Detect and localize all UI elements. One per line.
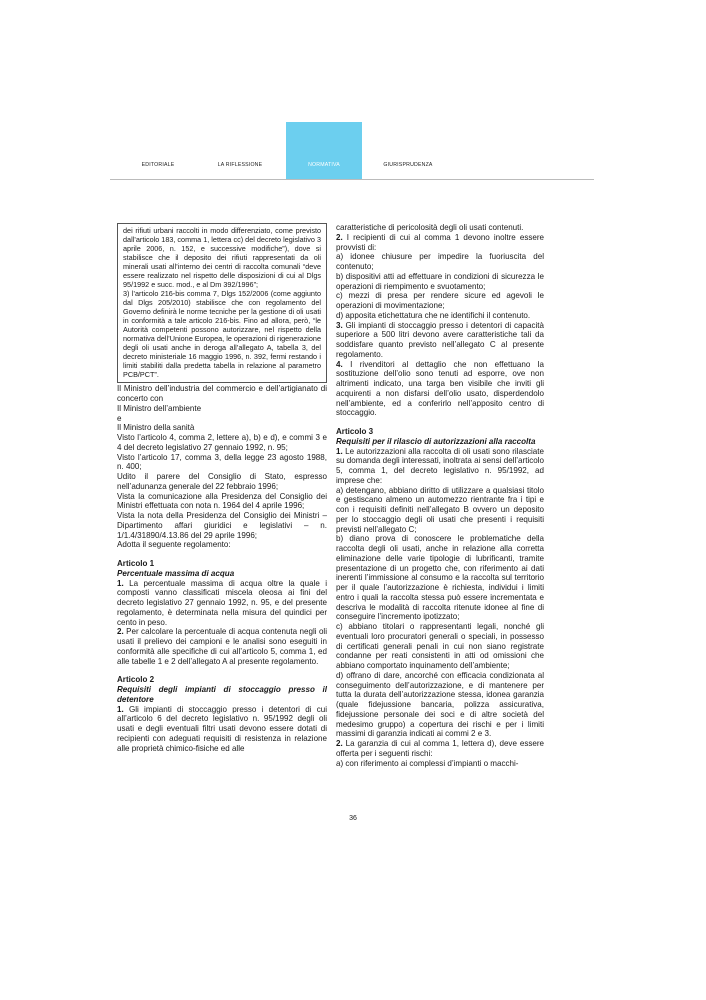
right-column — [336, 223, 544, 768]
list-item: b) dispositivi atti ad effettuare in condizioni di sicurezza le operazioni di riempimento e svuotamento; — [336, 271, 544, 291]
page-number: 36 — [349, 815, 357, 822]
left-column — [117, 223, 327, 753]
article-paragraph — [336, 360, 544, 419]
article-subheading: Requisiti per il rilascio di autorizzazioni alla raccolta — [336, 436, 536, 446]
paragraph-number: 1. — [117, 704, 124, 714]
paragraph-number: 2. — [336, 739, 343, 748]
list-item: c) abbiano titolari o rappresentanti legali, nonché gli eventuali loro procuratori generali o speciali, in possesso di certificati generali penali in cui non siano registrate condanne per reati consistenti in atti od omissioni che abbiano comportato inquinamento dell’ambiente; — [336, 622, 544, 670]
preamble-line: Vista la comunicazione alla Presidenza del Consiglio dei Ministri effettuata con nota n. 1964 del 4 aprile 1996; — [117, 491, 327, 511]
article-paragraph — [117, 705, 327, 754]
tab-editoriale[interactable]: EDITORIALE — [141, 162, 175, 168]
paragraph-number: 3. — [336, 320, 343, 330]
article-paragraph — [117, 579, 327, 628]
article-heading: Articolo 3 — [336, 427, 374, 436]
article-heading: Articolo 1 — [117, 559, 155, 569]
preamble-line: Udito il parere del Consiglio di Stato, espresso nell’adunanza generale del 22 febbraio 1996; — [117, 472, 327, 491]
note-box-paragraph: dei rifiuti urbani raccolti in modo differenziato, come previsto dall’articolo 183, comma 1, lettera cc) del decreto legislativo 3 aprile 2006, n. 152, e successive modifiche”), dove si stabilisce che il deposito dei rifiuti rappresentati da oli minerali usati all’interno dei centri di raccolta comunali “deve essere realizzato nel rispetto delle disposizioni di cui al Dlgs 95/1992 e succ. mod., e al Dm 392/1996”; — [123, 226, 321, 290]
list-item: a) con riferimento ai complessi d’impianti o macchi- — [336, 758, 519, 768]
preamble-line: Adotta il seguente regolamento: — [117, 540, 231, 550]
article-paragraph — [117, 627, 327, 666]
tab-giurisprudenza[interactable]: GIURISPRUDENZA — [383, 162, 433, 168]
paragraph-text: Le autorizzazioni alla raccolta di oli usati sono rilasciate su domanda degli interessati, inoltrata ai sensi dell’articolo 5, comma 1, del decreto legislativo n. 95/1992, ad imprese che: — [336, 446, 544, 485]
preamble-line: Visto l’articolo 4, comma 2, lettere a), b) e d), e commi 3 e 4 del decreto legislativo 27 gennaio 1992, n. 95; — [117, 433, 327, 452]
article-paragraph — [336, 321, 544, 360]
preamble-line: Il Ministro dell’ambiente — [117, 403, 202, 413]
paragraph-text: I recipienti di cui al comma 1 devono inoltre essere provvisti di: — [336, 232, 544, 252]
article-paragraph — [336, 233, 544, 253]
article-paragraph — [336, 739, 544, 759]
list-item: b) diano prova di conoscere le problematiche della raccolta degli oli usati, anche in relazione alla corretta eliminazione delle varie tipologie di lubrificanti, tramite presentazione di un progetto che, con riferimento ai dati inerenti l’immissione al consumo e la raccolta sul territorio per il quale l’autorizzazione è richiesta, individui i limiti entro i quali la raccolta stessa può essere incrementata e descriva le modalità di raccolta ritenute idonee al fine di conseguire l’incremento ipotizzato; — [336, 534, 544, 622]
paragraph-number: 2. — [336, 232, 343, 242]
paragraph-text: La percentuale massima di acqua oltre la quale i composti vanno classificati miscela oleosa ai fini del decreto legislativo 27 gennaio 1992, n. 95, e del presente regolamento, è determinata nella misura del quindici per cento in peso. — [117, 578, 327, 627]
article-heading: Articolo 2 — [117, 675, 155, 685]
note-box — [117, 223, 327, 383]
preamble-line: e — [117, 413, 122, 423]
paragraph-number: 1. — [336, 446, 343, 456]
paragraph-text: Gli impianti di stoccaggio presso i detentori di cui all’articolo 6 del decreto legislativo n. 95/1992 degli oli usati e degli eventuali filtri usati devono essere dotati di recipienti con adeguati requisiti di resistenza in relazione alle proprietà chimico-fisiche ed alle — [117, 704, 327, 753]
list-item: c) mezzi di presa per rendere sicure ed agevoli le operazioni di movimentazione; — [336, 291, 544, 310]
paragraph-text: La garanzia di cui al comma 1, lettera d), deve essere offerta per i seguenti rischi: — [336, 739, 544, 758]
list-item: a) idonee chiusure per impedire la fuoriuscita del contenuto; — [336, 252, 544, 271]
article-paragraph — [336, 447, 544, 486]
preamble-line: Il Ministro dell’industria del commercio e dell’artigianato di concerto con — [117, 384, 327, 404]
list-item: a) detengano, abbiano diritto di utilizzare a qualsiasi titolo e gestiscano almeno un automezzo rientrante fra i tipi e con i requisiti definiti nell’allegato B ovvero un deposito per lo stoccaggio degli oli usati che presenti i requisiti previsti nell’allegato C; — [336, 485, 544, 534]
tab-la-riflessione[interactable]: LA RIFLESSIONE — [217, 162, 263, 168]
preamble-line: Vista la nota della Presidenza del Consiglio dei Ministri – Dipartimento affari giuridici e legislativi – n. 1/1.4/31890/4.13.86 del 29 aprile 1996; — [117, 511, 327, 540]
preamble-line: Visto l’articolo 17, comma 3, della legge 23 agosto 1988, n. 400; — [117, 452, 327, 472]
paragraph-number: 4. — [336, 359, 343, 369]
article-subheading: Percentuale massima di acqua — [117, 568, 235, 578]
tab-normativa[interactable]: NORMATIVA — [286, 122, 362, 180]
article-subheading: Requisiti degli impianti di stoccaggio presso il detentore — [117, 685, 327, 704]
note-box-paragraph: 3) l’articolo 216-bis comma 7, Dlgs 152/2006 (come aggiunto dal Dlgs 205/2010) stabilisce che con regolamento del Governo definirà le norme tecniche per la gestione di oli usati in conformità a tale articolo 216-bis. Fino ad allora, però, “le Autorità competenti possono autorizzare, nel rispetto della normativa dell’Unione Europea, le operazioni di rigenerazione degli oli usati anche in deroga all’allegato A, tabella 3, del decreto ministeriale 16 maggio 1996, n. 392, fermi restando i limiti stabiliti dalla predetta tabella in relazione al parametro PCB/PCT”. — [123, 289, 321, 380]
paragraph-number: 2. — [117, 627, 124, 637]
preamble-line: Il Ministro della sanità — [117, 423, 195, 433]
list-item: d) apposita etichettatura che ne identifichi il contenuto. — [336, 310, 531, 320]
article-paragraph: caratteristiche di pericolosità degli oli usati contenuti. — [336, 223, 524, 232]
paragraph-text: I rivenditori al dettaglio che non effettuano la sostituzione dell’olio sono tenuti ad esporre, ove non altrimenti indicato, una targa ben visibile che inviti gli acquirenti a non disfarsi dell’olio usato, disperdendolo nell’ambiente, ed a conferirlo nell’apposito centro di stoccaggio. — [336, 359, 544, 418]
paragraph-text: Per calcolare la percentuale di acqua contenuta negli oli usati il prelievo dei campioni e le analisi sono eseguiti in conformità alle specifiche di cui all’articolo 5, comma 1, ed alle tabelle 1 e 2 dell’allegato A al presente regolamento. — [117, 627, 327, 666]
paragraph-number: 1. — [117, 578, 124, 588]
nav-divider — [110, 179, 594, 180]
list-item: d) offrano di dare, ancorché con efficacia condizionata al conseguimento dell’autorizzazione, e di mantenere per tutta la durata dell’autorizzazione stessa, idonea garanzia (quale fidejussione bancaria, polizza assicurativa, fidejussione personale dei soci e di altre società del medesimo gruppo) a copertura dei rischi e per i limiti massimi di garanzia indicati ai commi 2 e 3. — [336, 670, 544, 739]
paragraph-text: Gli impianti di stoccaggio presso i detentori di capacità superiore a 500 litri devono avere caratteristiche tali da soddisfare quanto previsto nell’allegato C al presente regolamento. — [336, 320, 544, 359]
